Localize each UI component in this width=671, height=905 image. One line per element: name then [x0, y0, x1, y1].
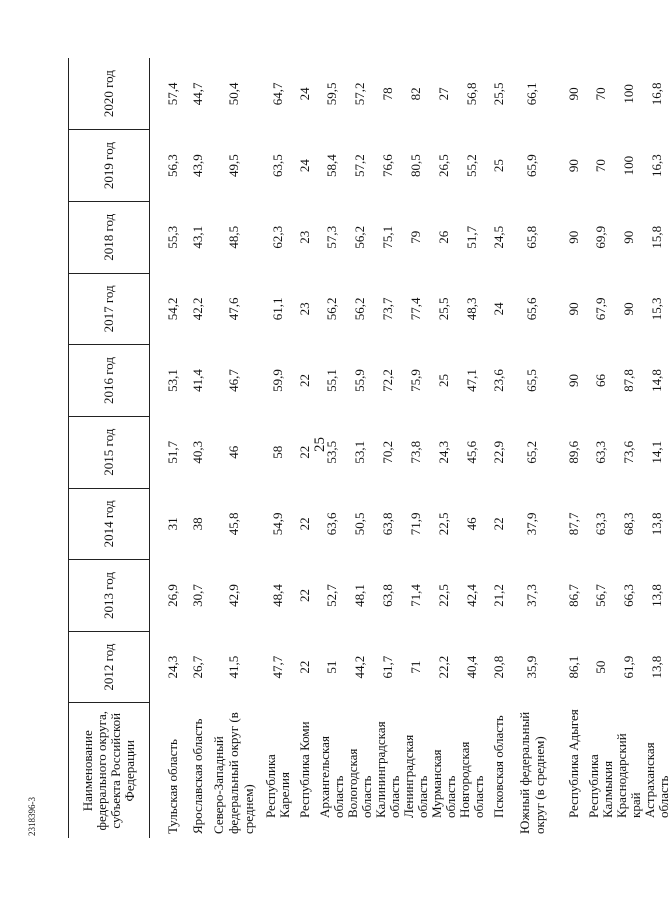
table-header-row [69, 58, 150, 838]
value-cell-2014: 46 [463, 517, 479, 531]
value-cell-2020: 56,8 [463, 82, 479, 106]
value-cell-2020: 50,4 [225, 82, 241, 106]
value-cell-2014: 54,9 [270, 512, 286, 536]
value-cell-2014: 31 [164, 517, 180, 531]
rotated-table-container [68, 58, 671, 838]
value-cell-2016: 41,4 [190, 369, 206, 392]
value-cell-2017: 90 [620, 302, 636, 316]
value-cell-2019: 56,3 [164, 154, 180, 177]
value-cell-2017: 56,2 [351, 297, 367, 321]
value-cell-2018: 69,9 [592, 225, 608, 249]
region-name-cell: Архангельская область [316, 736, 346, 818]
header-year-2013: 2013 год [69, 560, 150, 632]
value-cell-2012: 13,8 [648, 655, 664, 679]
value-cell-2020: 27 [435, 87, 451, 101]
value-cell-2014: 68,3 [620, 512, 636, 536]
region-name-cell: Республика Калмыкия [585, 754, 615, 818]
value-cell-2019: 43,9 [190, 154, 206, 177]
value-cell-2019: 65,9 [524, 154, 540, 177]
value-cell-2018: 48,5 [225, 225, 241, 249]
value-cell-2016: 55,1 [323, 369, 339, 392]
region-name-cell: Вологодская область [344, 748, 374, 818]
region-name-cell: Краснодарский край [613, 733, 643, 818]
value-cell-2017: 48,3 [463, 297, 479, 321]
value-cell-2016: 66 [592, 374, 608, 388]
value-cell-2017: 47,6 [225, 297, 241, 321]
value-cell-2019: 58,4 [323, 154, 339, 177]
value-cell-2013: 86,7 [566, 584, 582, 607]
header-year-2016: 2016 год [69, 345, 150, 417]
value-cell-2019: 25 [490, 159, 506, 173]
value-cell-2016: 59,9 [270, 369, 286, 392]
value-cell-2016: 72,2 [379, 369, 395, 392]
header-year-2015: 2015 год [69, 416, 150, 488]
table-row [615, 58, 643, 838]
region-name-cell: Астраханская область [641, 742, 671, 818]
table-spacer-row [150, 58, 161, 838]
value-cell-2015: 14,1 [648, 440, 664, 464]
value-cell-2013: 13,8 [648, 584, 664, 607]
value-cell-2018: 24,5 [490, 225, 506, 249]
value-cell-2018: 90 [620, 230, 636, 244]
value-cell-2019: 63,5 [270, 154, 286, 177]
table-body [150, 58, 671, 838]
value-cell-2012: 24,3 [164, 655, 180, 679]
value-cell-2016: 87,8 [620, 369, 636, 392]
value-cell-2013: 48,1 [351, 584, 367, 607]
value-cell-2017: 67,9 [592, 297, 608, 321]
value-cell-2015: 70,2 [379, 440, 395, 464]
value-cell-2015: 22 [296, 445, 312, 459]
value-cell-2012: 71 [407, 660, 423, 674]
value-cell-2015: 73,6 [620, 440, 636, 464]
value-cell-2017: 25,5 [435, 297, 451, 321]
header-year-2020: 2020 год [69, 58, 150, 130]
value-cell-2016: 23,6 [490, 369, 506, 392]
value-cell-2013: 21,2 [490, 584, 506, 607]
value-cell-2018: 75,1 [379, 225, 395, 249]
value-cell-2013: 66,3 [620, 584, 636, 607]
value-cell-2016: 55,9 [351, 369, 367, 392]
value-cell-2020: 100 [620, 84, 636, 104]
value-cell-2020: 82 [407, 87, 423, 101]
value-cell-2015: 65,2 [524, 440, 540, 464]
value-cell-2014: 37,9 [524, 512, 540, 536]
value-cell-2012: 86,1 [566, 655, 582, 679]
value-cell-2012: 61,7 [379, 655, 395, 679]
document-code-text: 2318396-3 [27, 797, 37, 836]
value-cell-2014: 45,8 [225, 512, 241, 536]
value-cell-2020: 78 [379, 87, 395, 101]
value-cell-2016: 90 [566, 374, 582, 388]
value-cell-2012: 44,2 [351, 655, 367, 679]
data-table [68, 58, 671, 838]
region-name-cell: Тульская область [164, 739, 180, 834]
value-cell-2013: 37,3 [524, 584, 540, 607]
value-cell-2015: 73,8 [407, 440, 423, 464]
region-name-cell: Ярославская область [190, 718, 206, 834]
value-cell-2018: 65,8 [524, 225, 540, 249]
value-cell-2015: 63,3 [592, 440, 608, 464]
value-cell-2020: 66,1 [524, 82, 540, 106]
value-cell-2018: 55,3 [164, 225, 180, 249]
value-cell-2017: 77,4 [407, 297, 423, 321]
value-cell-2015: 51,7 [164, 440, 180, 464]
value-cell-2012: 35,9 [524, 655, 540, 679]
value-cell-2018: 26 [435, 230, 451, 244]
value-cell-2015: 89,6 [566, 440, 582, 464]
value-cell-2015: 24,3 [435, 440, 451, 464]
region-name-cell: Новгородская область [456, 741, 486, 818]
value-cell-2018: 51,7 [463, 225, 479, 249]
value-cell-2016: 46,7 [225, 369, 241, 392]
value-cell-2014: 13,8 [648, 512, 664, 536]
value-cell-2014: 50,5 [351, 512, 367, 536]
value-cell-2017: 65,6 [524, 297, 540, 321]
region-name-cell: Республика Карелия [263, 754, 293, 818]
page-number-text: 25 [311, 437, 328, 452]
header-year-2012: 2012 год [69, 631, 150, 703]
value-cell-2015: 45,6 [463, 440, 479, 464]
value-cell-2013: 56,7 [592, 584, 608, 607]
table-row [430, 58, 458, 838]
table-row [587, 58, 615, 838]
value-cell-2016: 53,1 [164, 369, 180, 392]
value-cell-2013: 42,9 [225, 584, 241, 607]
value-cell-2020: 59,5 [323, 82, 339, 106]
table-row [160, 58, 186, 838]
value-cell-2012: 40,4 [463, 655, 479, 679]
value-cell-2020: 24 [296, 87, 312, 101]
table-row [186, 58, 212, 838]
value-cell-2012: 51 [323, 660, 339, 674]
value-cell-2014: 63,8 [379, 512, 395, 536]
value-cell-2018: 57,3 [323, 225, 339, 249]
table-row [374, 58, 402, 838]
value-cell-2016: 14,8 [648, 369, 664, 392]
value-cell-2016: 25 [435, 374, 451, 388]
value-cell-2020: 64,7 [270, 82, 286, 106]
value-cell-2014: 22 [490, 517, 506, 531]
value-cell-2013: 42,4 [463, 584, 479, 607]
value-cell-2014: 22,5 [435, 512, 451, 536]
region-name-cell: Северо-Западный федеральный округ (в среднем) [211, 712, 257, 834]
header-year-2018: 2018 год [69, 201, 150, 273]
value-cell-2020: 25,5 [490, 82, 506, 106]
value-cell-2018: 43,1 [190, 225, 206, 249]
spacer-cell [150, 58, 161, 838]
value-cell-2019: 49,5 [225, 154, 241, 177]
value-cell-2015: 46 [225, 445, 241, 459]
value-cell-2020: 57,2 [351, 82, 367, 106]
value-cell-2019: 24 [296, 159, 312, 173]
value-cell-2012: 22 [296, 660, 312, 674]
value-cell-2019: 76,6 [379, 154, 395, 177]
value-cell-2017: 73,7 [379, 297, 395, 321]
value-cell-2016: 65,5 [524, 369, 540, 392]
value-cell-2012: 41,5 [225, 655, 241, 679]
table-row [346, 58, 374, 838]
value-cell-2012: 22,2 [435, 655, 451, 679]
table-row [643, 58, 671, 838]
value-cell-2015: 53,5 [323, 440, 339, 464]
value-cell-2018: 56,2 [351, 225, 367, 249]
header-year-2014: 2014 год [69, 488, 150, 560]
value-cell-2016: 47,1 [463, 369, 479, 392]
value-cell-2016: 75,9 [407, 369, 423, 392]
value-cell-2017: 42,2 [190, 297, 206, 321]
region-name-cell: Псковская область [490, 715, 506, 818]
value-cell-2018: 90 [566, 230, 582, 244]
value-cell-2017: 56,2 [323, 297, 339, 321]
value-cell-2013: 63,8 [379, 584, 395, 607]
value-cell-2019: 55,2 [463, 154, 479, 177]
value-cell-2012: 47,7 [270, 655, 286, 679]
value-cell-2015: 53,1 [351, 440, 367, 464]
value-cell-2014: 22 [296, 517, 312, 531]
value-cell-2013: 26,9 [164, 584, 180, 607]
value-cell-2013: 22 [296, 589, 312, 602]
value-cell-2019: 90 [566, 159, 582, 173]
value-cell-2019: 26,5 [435, 154, 451, 177]
value-cell-2012: 26,7 [190, 655, 206, 679]
value-cell-2020: 90 [566, 87, 582, 101]
region-name-cell: Республика Коми [296, 721, 312, 818]
value-cell-2020: 44,7 [190, 82, 206, 106]
value-cell-2012: 61,9 [620, 655, 636, 679]
value-cell-2020: 57,4 [164, 82, 180, 106]
value-cell-2019: 80,5 [407, 154, 423, 177]
table-row [458, 58, 486, 838]
value-cell-2018: 23 [296, 230, 312, 244]
value-cell-2014: 87,7 [566, 512, 582, 536]
value-cell-2017: 15,3 [648, 297, 664, 321]
value-cell-2017: 24 [490, 302, 506, 316]
table-row [511, 58, 553, 838]
value-cell-2018: 15,8 [648, 225, 664, 249]
region-name-cell: Ленинградская область [400, 734, 430, 818]
value-cell-2017: 90 [566, 302, 582, 316]
table-row [402, 58, 430, 838]
value-cell-2014: 38 [190, 517, 206, 531]
value-cell-2018: 79 [407, 230, 423, 244]
value-cell-2018: 62,3 [270, 225, 286, 249]
header-year-2017: 2017 год [69, 273, 150, 345]
table-row [292, 58, 318, 838]
value-cell-2019: 16,3 [648, 154, 664, 177]
table-row [211, 58, 256, 838]
value-cell-2014: 71,9 [407, 512, 423, 536]
header-region-name: Наименование федерального округа, субъекта Российской Федерации [69, 703, 150, 838]
value-cell-2019: 57,2 [351, 154, 367, 177]
value-cell-2016: 22 [296, 374, 312, 388]
value-cell-2013: 22,5 [435, 584, 451, 607]
value-cell-2014: 63,6 [323, 512, 339, 536]
header-year-2019: 2019 год [69, 130, 150, 202]
value-cell-2019: 70 [592, 159, 608, 173]
value-cell-2012: 50 [592, 660, 608, 674]
region-name-cell: Республика Адыгея [566, 709, 582, 818]
value-cell-2014: 63,3 [592, 512, 608, 536]
region-name-cell: Южный федеральный округ (в среднем) [517, 711, 548, 834]
value-cell-2015: 22,9 [490, 440, 506, 464]
value-cell-2013: 52,7 [323, 584, 339, 607]
value-cell-2013: 48,4 [270, 584, 286, 607]
table-row [256, 58, 292, 838]
value-cell-2019: 100 [620, 155, 636, 176]
value-cell-2017: 54,2 [164, 297, 180, 321]
region-name-cell: Калининградская область [372, 721, 402, 818]
table-row [318, 58, 346, 838]
value-cell-2013: 71,4 [407, 584, 423, 607]
value-cell-2017: 23 [296, 302, 312, 316]
value-cell-2017: 61,1 [270, 297, 286, 321]
table-row [553, 58, 587, 838]
value-cell-2015: 40,3 [190, 440, 206, 464]
value-cell-2020: 70 [592, 87, 608, 101]
value-cell-2020: 16,8 [648, 82, 664, 106]
value-cell-2013: 30,7 [190, 584, 206, 607]
value-cell-2012: 20,8 [490, 655, 506, 679]
region-name-cell: Мурманская область [428, 749, 458, 818]
table-row [486, 58, 512, 838]
value-cell-2015: 58 [270, 445, 286, 459]
